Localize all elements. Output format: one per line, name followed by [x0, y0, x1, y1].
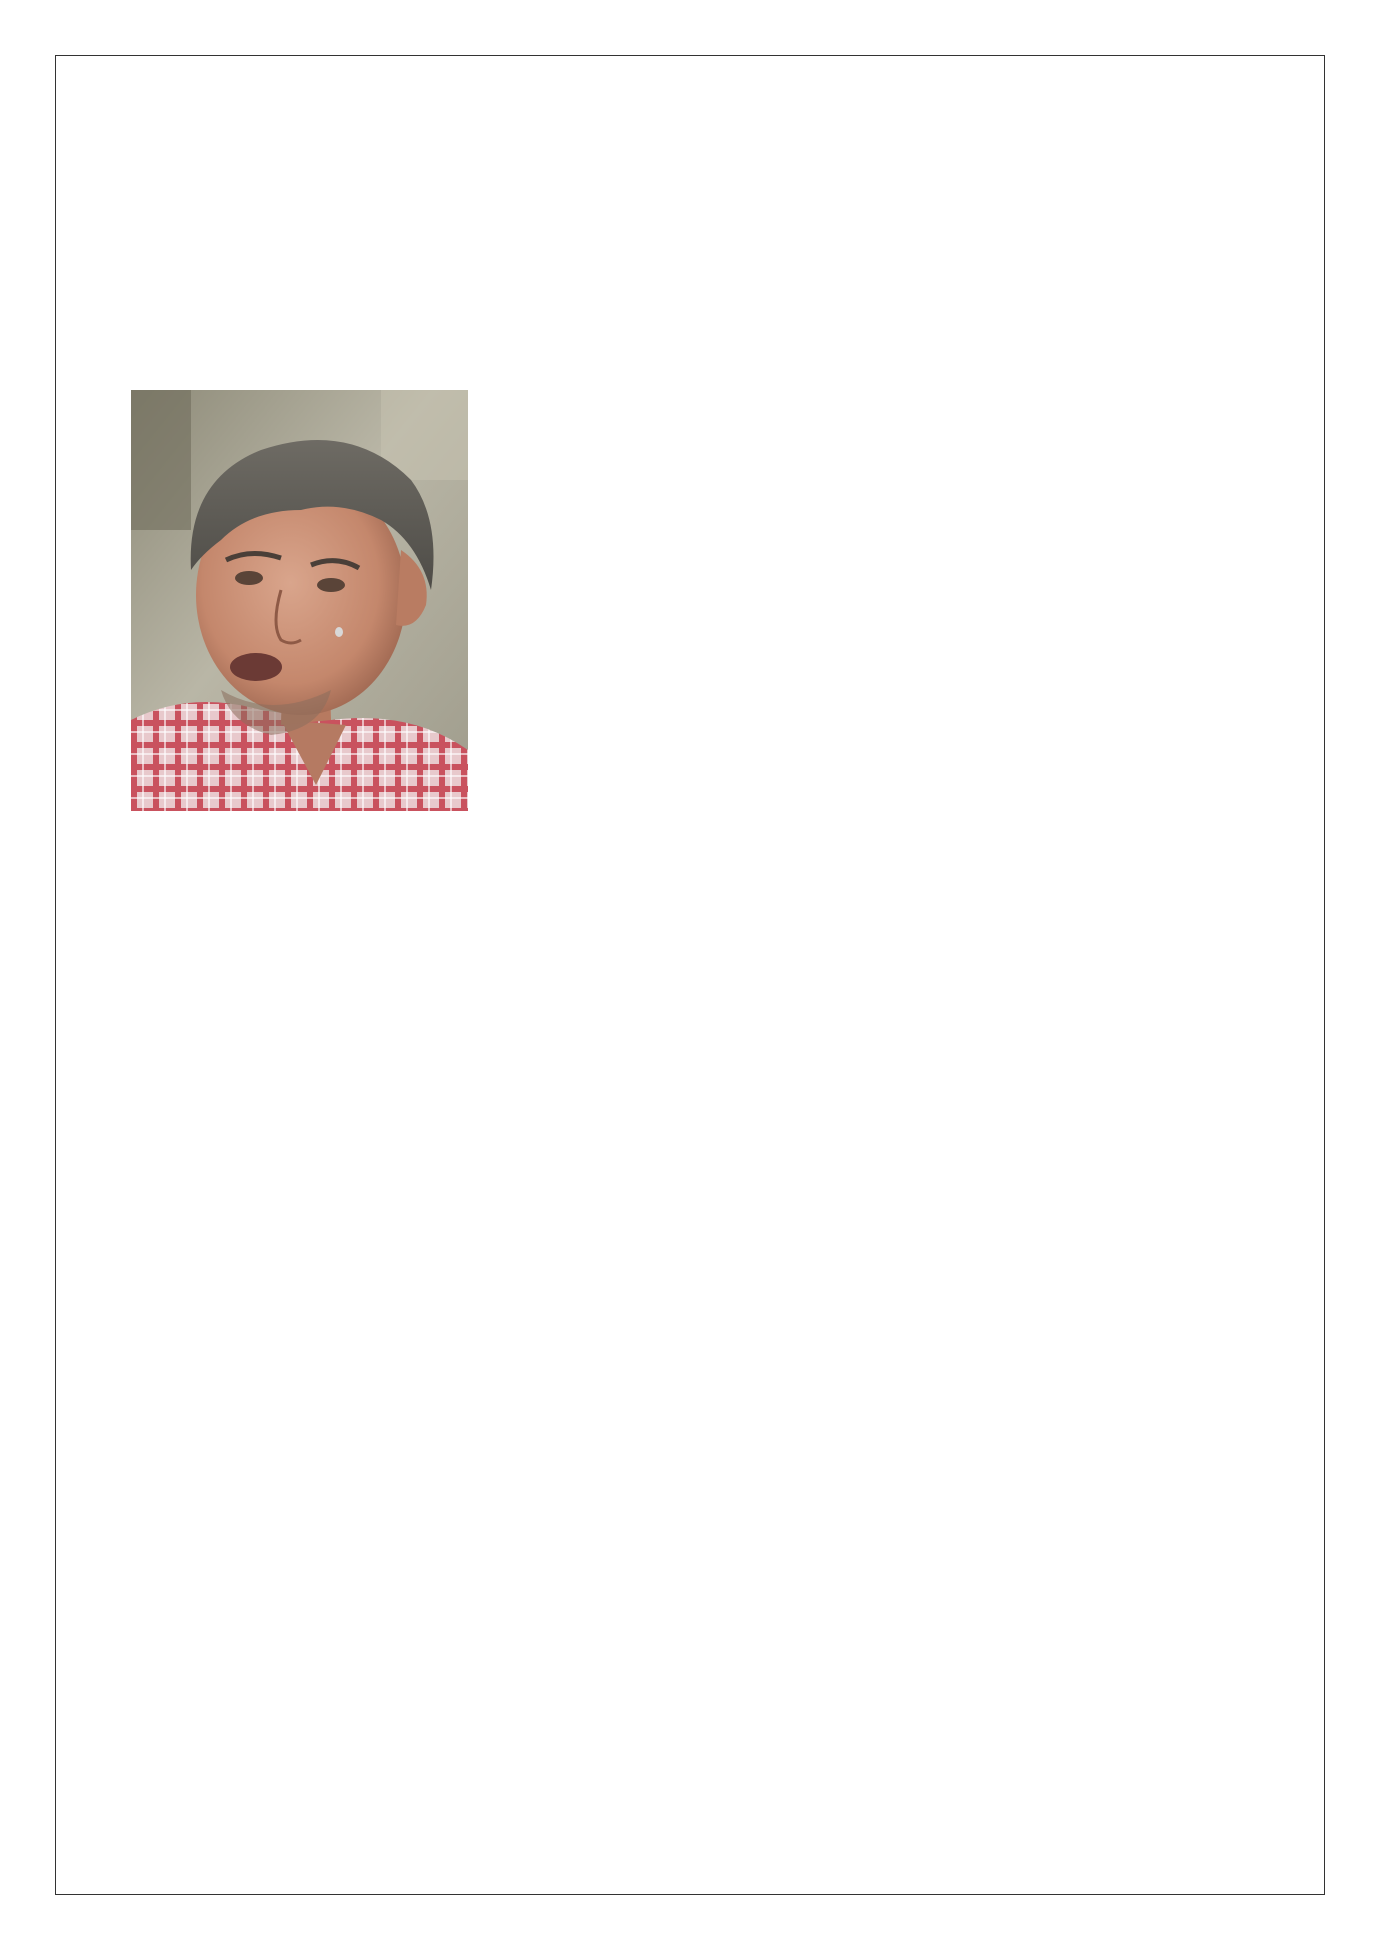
- portrait-photo: [131, 390, 468, 811]
- page-border: [55, 55, 1325, 1895]
